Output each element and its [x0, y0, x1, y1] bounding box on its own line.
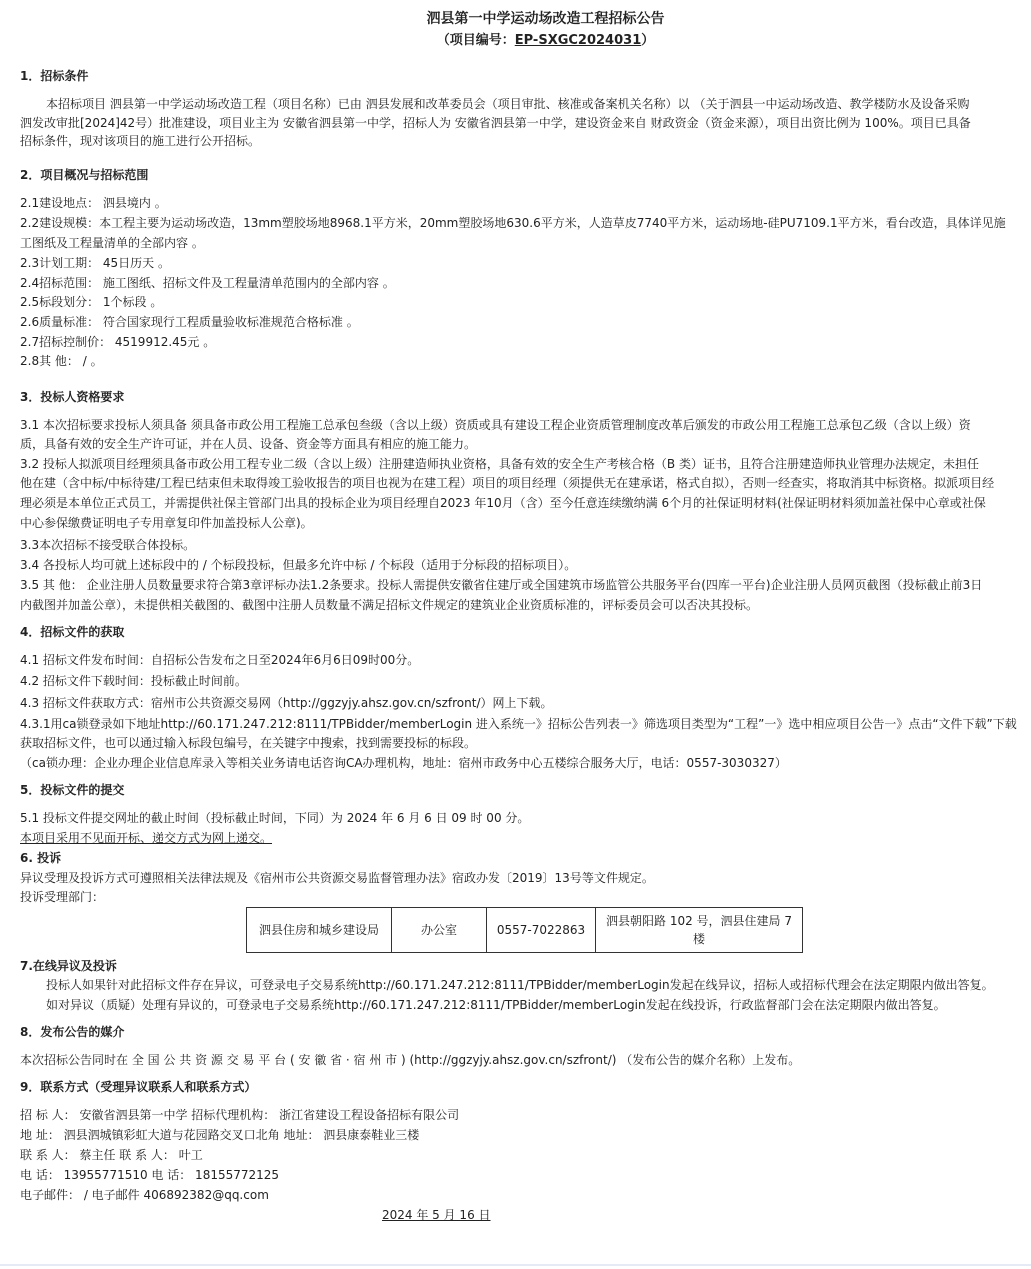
section-3-line-7: 3.3本次招标不接受联合体投标。 [20, 538, 196, 552]
table-row [247, 908, 803, 953]
table-cell-phone: 0557-7022863 [487, 908, 596, 953]
contact-line-3: 联 系 人： 蔡主任 联 系 人： 叶工 [20, 1148, 203, 1162]
announcement-date: 2024 年 5 月 16 日 [382, 1208, 491, 1222]
project-number-label: （项目编号： [436, 33, 515, 48]
section-6-line-1: 异议受理及投诉方式可遵照相关法律法规及《宿州市公共资源交易监督管理办法》宿政办发〔2019〕13号等文件规定。 [20, 871, 654, 885]
section-3-line-4: 他在建（含中标/中标待建/工程已结束但未取得竣工验收报告的项目也视为在建工程）项目的项目经理（须提供无在建承诺，格式自拟），否则一经查实，将取消其中标资格。拟派项目经 [20, 476, 995, 490]
document-title: 泗县第一中学运动场改造工程招标公告 [426, 11, 665, 27]
section-7-line-2: 如对异议（质疑）处理有异议的，可登录电子交易系统http://60.171.247.212:8111/TPBidder/memberLogin发起在线投诉，行政监督部门会在法定期限内做出答复。 [46, 998, 946, 1012]
page-bottom-divider [0, 1264, 1031, 1266]
section-3-line-5: 理必须是本单位正式员工，并需提供社保主管部门出具的投标企业为项目经理自2023 年10月（含）至今任意连续缴纳满 6个月的社保证明材料(社保证明材料须加盖社保中心章或社保 [20, 496, 986, 510]
address-line-1: 泗县朝阳路 102 号，泗县住建局 7 [606, 914, 792, 928]
section-3-line-3: 3.2 投标人拟派项目经理须具备市政公用工程专业二级（含以上级）注册建造师执业资格，具备有效的安全生产考核合格（B 类）证书，且符合注册建造师执业管理办法规定，未担任 [20, 457, 979, 471]
section-4-line-3: 4.3 招标文件获取方式：宿州市公共资源交易网（http://ggzyjy.ahsz.gov.cn/szfront/）网上下载。 [20, 696, 553, 710]
contact-line-2: 地 址： 泗县泗城镇彩虹大道与花园路交叉口北角 地址： 泗县康泰鞋业三楼 [20, 1128, 420, 1142]
section-5-line-1: 5.1 投标文件提交网址的截止时间（投标截止时间，下同）为 2024 年 6 月 6 日 09 时 00 分。 [20, 811, 530, 825]
contact-line-4: 电 话： 13955771510 电 话： 18155772125 [20, 1168, 280, 1182]
section-9-heading: 9．联系方式（受理异议联系人和联系方式） [20, 1080, 257, 1094]
project-number: EP-SXGC2024031 [514, 33, 642, 48]
project-number-line [0, 31, 1031, 50]
section-8-heading: 8．发布公告的媒介 [20, 1025, 125, 1039]
section-2-line-1: 2.1建设地点： 泗县境内 。 [20, 196, 167, 210]
section-2-line-5: 2.4招标范围： 施工图纸、招标文件及工程量清单范围内的全部内容 。 [20, 276, 395, 290]
table-cell-address [596, 908, 803, 953]
section-1-line-3: 招标条件，现对该项目的施工进行公开招标。 [20, 134, 261, 148]
section-2-line-3: 工图纸及工程量清单的全部内容 。 [20, 236, 204, 250]
section-4-line-4: 4.3.1用ca锁登录如下地址http://60.171.247.212:8111/TPBidder/memberLogin 进入系统一》招标公告列表一》筛选项目类型为“工程”一》选中相应项目公告一》点击“文件下载”下载 [20, 717, 1017, 731]
section-3-heading: 3．投标人资格要求 [20, 390, 125, 404]
table-cell-department: 泗县住房和城乡建设局 [247, 908, 392, 953]
address-line-2: 楼 [692, 932, 705, 946]
table-cell-office: 办公室 [392, 908, 487, 953]
section-4-line-6: （ca锁办理：企业办理企业信息库录入等相关业务请电话咨询CA办理机构，地址：宿州市政务中心五楼综合服务大厅，电话：0557-3030327） [20, 756, 787, 770]
section-2-line-9: 2.8其 他： / 。 [20, 354, 103, 368]
section-4-line-2: 4.2 招标文件下载时间：投标截止时间前。 [20, 674, 247, 688]
section-6-line-2: 投诉受理部门： [20, 890, 105, 904]
section-4-line-5: 获取招标文件，也可以通过输入标段包编号，在关键字中搜索，找到需要投标的标段。 [20, 736, 477, 750]
section-2-line-4: 2.3计划工期： 45日历天 。 [20, 256, 170, 270]
project-number-close: ） [641, 33, 655, 48]
section-6-heading: 6. 投诉 [20, 851, 62, 865]
section-7-heading: 7.在线异议及投诉 [20, 959, 117, 973]
section-1-heading: 1．招标条件 [20, 69, 89, 83]
section-2-line-6: 2.5标段划分： 1个标段 。 [20, 295, 163, 309]
section-1-line-2: 泗发改审批[2024]42号）批准建设，项目业主为 安徽省泗县第一中学，招标人为 安徽省泗县第一中学，建设资金来自 财政资金（资金来源），项目出资比例为 100%。项目已具备 [20, 116, 971, 130]
section-3-line-8: 3.4 各投标人均可就上述标段中的 / 个标段投标，但最多允许中标 / 个标段（适用于分标段的招标项目）。 [20, 558, 577, 572]
section-5-heading: 5．投标文件的提交 [20, 783, 125, 797]
section-3-line-10: 内截图并加盖公章），未提供相关截图的、截图中注册人员数量不满足招标文件规定的建筑业企业资质标准的，评标委员会可以否决其投标。 [20, 598, 759, 612]
section-8-line-1: 本次招标公告同时在 全 国 公 共 资 源 交 易 平 台 ( 安 徽 省 · 宿 州 市 ) (http://ggzyjy.ahsz.gov.cn/szfront/) （发布公告的媒介名称）上发布。 [20, 1053, 801, 1067]
section-3-line-9: 3.5 其 他： 企业注册人员数量要求符合第3章评标办法1.2条要求。投标人需提供安徽省住建厅或全国建筑市场监管公共服务平台(四库一平台)企业注册人员网页截图（投标截止前3日 [20, 578, 983, 592]
complaint-department-table [246, 907, 803, 953]
section-2-line-8: 2.7招标控制价： 4519912.45元 。 [20, 335, 216, 349]
section-2-line-2: 2.2建设规模：本工程主要为运动场改造，13mm塑胶场地8968.1平方米，20mm塑胶场地630.6平方米，人造草皮7740平方米，运动场地-硅PU7109.1平方米，看台改造，具体详见施 [20, 216, 1006, 230]
section-7-line-1: 投标人如果针对此招标文件存在异议，可登录电子交易系统http://60.171.247.212:8111/TPBidder/memberLogin发起在线异议，招标人或招标代理会在法定期限内做出答复。 [46, 978, 994, 992]
section-1-line-1: 本招标项目 泗县第一中学运动场改造工程（项目名称）已由 泗县发展和改革委员会（项目审批、核准或备案机关名称）以 （关于泗县一中运动场改造、教学楼防水及设备采购 [46, 97, 970, 111]
section-3-line-6: 中心参保缴费证明电子专用章复印件加盖投标人公章)。 [20, 516, 313, 530]
section-2-line-7: 2.6质量标准： 符合国家现行工程质量验收标准规范合格标准 。 [20, 315, 359, 329]
section-3-line-2: 质，具备有效的安全生产许可证，并在人员、设备、资金等方面具有相应的施工能力。 [20, 437, 477, 451]
section-4-heading: 4．招标文件的获取 [20, 625, 125, 639]
section-4-line-1: 4.1 招标文件发布时间：自招标公告发布之日至2024年6月6日09时00分。 [20, 653, 420, 667]
contact-line-1: 招 标 人： 安徽省泗县第一中学 招标代理机构： 浙江省建设工程设备招标有限公司 [20, 1108, 460, 1122]
section-5-line-2: 本项目采用不见面开标、递交方式为网上递交。 [20, 831, 273, 845]
section-2-heading: 2．项目概况与招标范围 [20, 168, 149, 182]
contact-line-5: 电子邮件： / 电子邮件 406892382@qq.com [20, 1188, 269, 1202]
section-3-line-1: 3.1 本次招标要求投标人须具备 须具备市政公用工程施工总承包叁级（含以上级）资质或具有建设工程企业资质管理制度改革后颁发的市政公用工程施工总承包乙级（含以上级）资 [20, 418, 971, 432]
